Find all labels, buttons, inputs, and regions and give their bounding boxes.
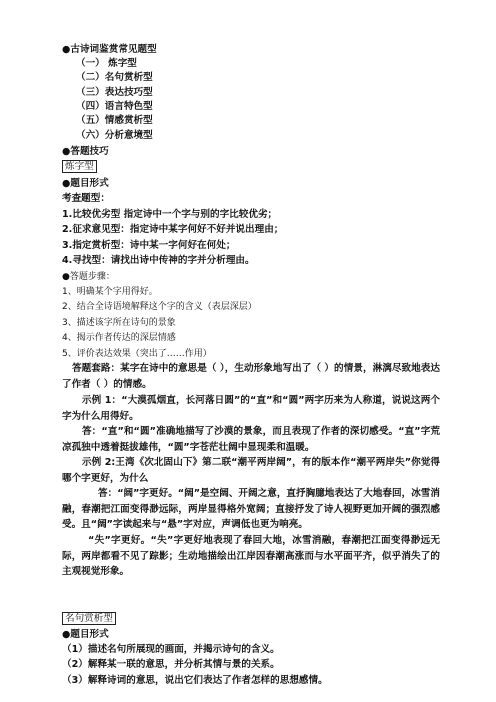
mingju-form-title: ●题目形式 bbox=[62, 629, 109, 640]
question-type-item: （一） 炼字型 bbox=[76, 58, 137, 69]
mingju-box-heading: 名句赏析型 bbox=[62, 613, 116, 625]
mingju-item: （1）描述名句所展现的画面，并揭示诗句的含义。 bbox=[62, 644, 280, 655]
question-type-item: （六）分析意境型 bbox=[76, 130, 153, 141]
step-item: 5、评价表达效果（突出了……作用） bbox=[62, 349, 212, 359]
example-1: 示例 1：“大漠孤烟直，长河落日圆”的“直”和“圆”两字历来为人称道，说说这两个字为什么用得好。 bbox=[62, 395, 440, 422]
step-item: 2、结合全诗语境解释这个字的含义（表层深层） bbox=[62, 302, 257, 312]
answer-skills-heading: ●答题技巧 bbox=[62, 146, 109, 157]
section-title-question-types: ●古诗词鉴赏常见题型 bbox=[62, 44, 157, 55]
example-2-answer-a: 答：“阔”字更好。“阔”是空阔、开阔之意，直抒胸臆地表达了大地春回，冰雪消融，春潮把江面变得渺远际，两岸显得格外宽阔；直接抒发了诗人视野更加开阔的强烈感受。且“阔”字读起来与“悬”字对应，声调低也更为响亮。 bbox=[62, 488, 440, 530]
answer-formula: 答题套路：某字在诗中的意思是（ ），生动形象地写出了（ ）的情景，淋漓尽致地表达了作者（ ）的情感。 bbox=[62, 363, 440, 390]
steps-title: ●答题步骤： bbox=[62, 272, 115, 282]
mingju-item: （2）解释某一联的意思，并分析其情与景的关系。 bbox=[62, 659, 280, 670]
exam-types-title: 考查题型： bbox=[62, 193, 110, 204]
step-item: 1、明确某个字用得好。 bbox=[62, 287, 158, 297]
lianzi-form-title: ●题目形式 bbox=[62, 178, 109, 189]
exam-type-item: 1.比较优劣型 指定诗中一个字与别的字比较优劣； bbox=[62, 209, 278, 220]
exam-type-item: 4.寻找型：请找出诗中传神的字并分析理由。 bbox=[62, 255, 255, 266]
question-type-item: （二）名句赏析型 bbox=[76, 72, 153, 83]
step-item: 4、揭示作者传达的深层情感 bbox=[62, 333, 176, 343]
question-type-item: （三）表达技巧型 bbox=[76, 87, 153, 98]
mingju-item: （3）解释诗词的意思，说出它们表达了作者怎样的思想感情。 bbox=[62, 675, 328, 686]
question-type-item: （五）情感赏析型 bbox=[76, 115, 153, 126]
exam-type-item: 3.指定赏析型：诗中某一字何好在何处； bbox=[62, 240, 236, 251]
example-2: 示例 2:王湾《次北固山下》第二联“潮平两岸阔”，有的版本作“潮平两岸失”你觉得哪个字更好，为什么 bbox=[62, 457, 440, 484]
exam-type-item: 2.征求意见型：指定诗中某字何好不好并说出理由； bbox=[62, 224, 284, 235]
question-type-item: （四）语言特色型 bbox=[76, 101, 153, 112]
example-1-answer: 答：“直”和“圆”准确地描写了沙漠的景象，而且表现了作者的深切感受。“直”字荒凉孤独中透着挺拔雄伟，“圆”字苍茫壮阔中显现柔和温暖。 bbox=[62, 426, 440, 453]
step-item: 3、描述该字所在诗句的景象 bbox=[62, 318, 176, 328]
example-2-answer-b: “失”字更好。“失”字更好地表现了春回大地，冰雪消融，春潮把江面变得渺远无际，两岸都看不见了踪影；生动地描绘出江岸因春潮高涨而与水平面平齐，似乎消失了的主观视觉形象。 bbox=[62, 535, 440, 577]
lianzi-box-heading: 炼字型 bbox=[62, 161, 97, 173]
